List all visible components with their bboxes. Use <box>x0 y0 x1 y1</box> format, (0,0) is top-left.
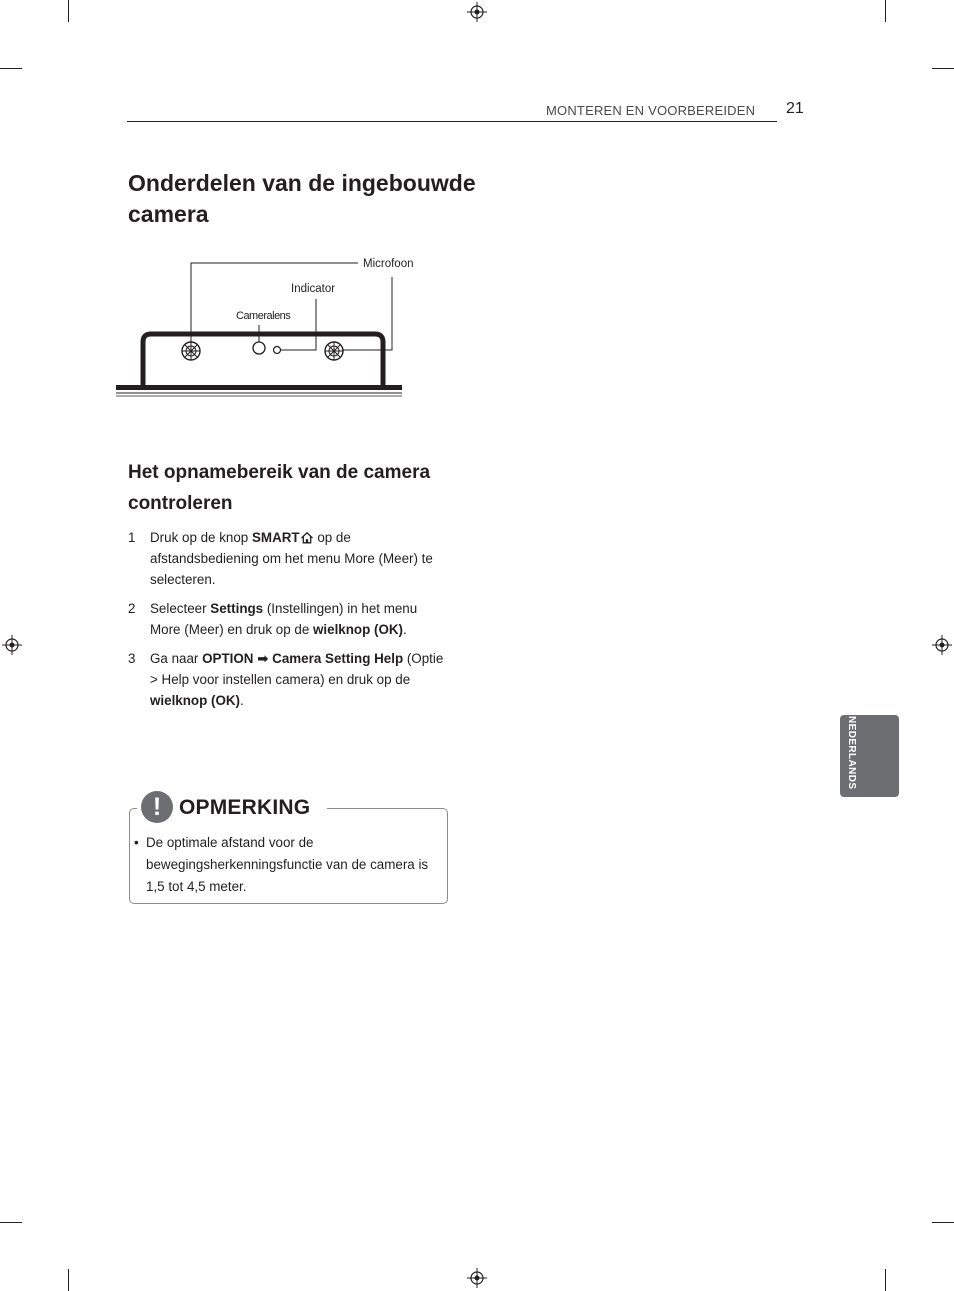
registration-mark-top <box>467 2 487 22</box>
registration-mark-left <box>2 635 22 655</box>
page-number: 21 <box>786 100 804 117</box>
step-number: 2 <box>128 601 136 616</box>
bullet-icon: • <box>134 835 139 850</box>
section-subtitle: Het opnamebereik van de camera controleren <box>128 462 431 514</box>
registration-mark-right <box>932 635 952 655</box>
page-title: Onderdelen van de ingebouwde camera <box>128 170 476 227</box>
tv-top-edge <box>116 385 402 390</box>
step-item: 2 Selecteer Settings (Instellingen) in het menu More (Meer) en druk op de wielknop (OK). <box>128 598 448 640</box>
language-tab-label: NEDERLANDS <box>846 716 857 790</box>
note-text: De optimale afstand voor de bewegingsherkenningsfunctie van de camera is 1,5 tot 4,5 meter. <box>146 835 429 894</box>
arrow-right-icon: ➡ <box>257 651 269 666</box>
exclamation-icon: ! <box>141 791 173 823</box>
step-item: 1 Druk op de knop SMART op de afstandsbediening om het menu More (Meer) te selecteren. <box>128 527 448 590</box>
header-rule <box>127 121 777 122</box>
label-camera-lens: Cameralens <box>236 310 291 322</box>
camera-lens-icon <box>253 342 265 354</box>
label-indicator: Indicator <box>291 283 336 295</box>
step-list <box>128 527 448 719</box>
section-header: MONTEREN EN VOORBEREIDEN <box>546 103 756 118</box>
note-title: OPMERKING <box>179 796 311 819</box>
label-microphone: Microfoon <box>363 258 414 270</box>
microphone-leader-left <box>191 263 358 342</box>
smart-button-label: SMART <box>251 530 300 545</box>
microphone-left-icon <box>182 342 200 360</box>
step-number: 1 <box>128 530 136 545</box>
camera-housing <box>143 334 383 390</box>
home-icon <box>300 531 314 544</box>
indicator-icon <box>274 347 281 354</box>
microphone-right-icon <box>325 342 343 360</box>
step-item: 3 Ga naar OPTION ➡ Camera Setting Help (Optie > Help voor instellen camera) en druk op de wielknop (OK). <box>128 648 448 711</box>
registration-mark-bottom <box>467 1268 487 1288</box>
step-number: 3 <box>128 651 136 666</box>
indicator-leader <box>281 299 316 350</box>
camera-diagram <box>110 250 430 400</box>
